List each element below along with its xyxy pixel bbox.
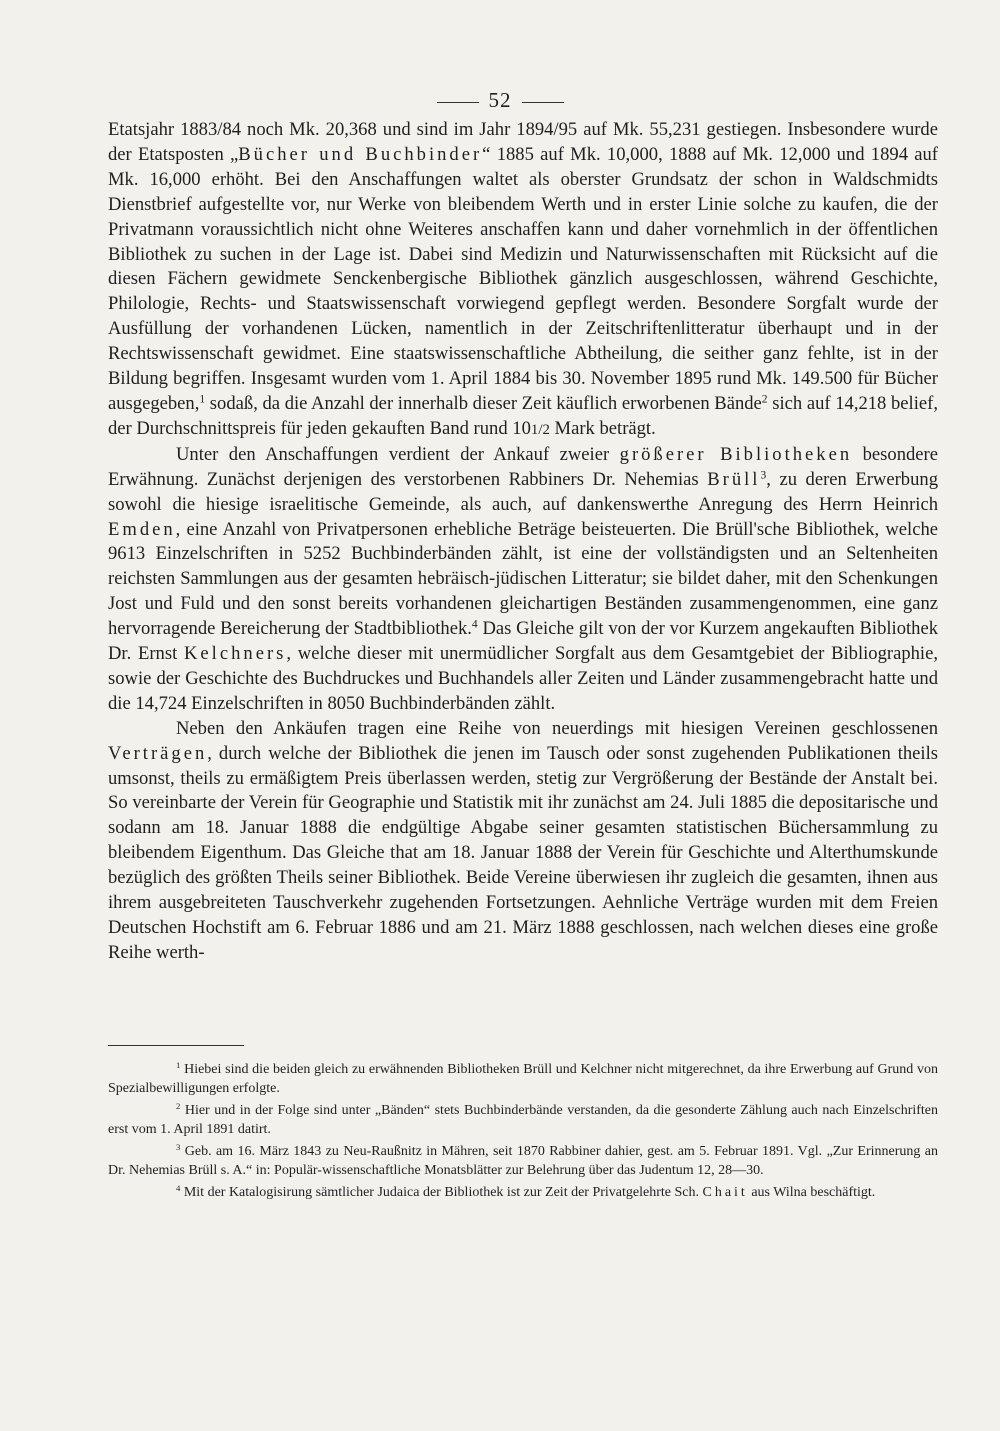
page-number-dash-right: [522, 102, 564, 103]
footnote-1: [108, 1060, 938, 1098]
page-number-text: 52: [488, 88, 512, 112]
spaced-text: Bücher und Buchbinder: [238, 143, 483, 165]
footnote-number: 1: [176, 1060, 181, 1071]
footnote-text: Hier und in der Folge sind unter „Bänden“ stets Buchbinderbände verstanden, da die gesonderte Zählung auch nach Einzelschriften erst vom 1. April 1891 datirt.: [108, 1103, 939, 1137]
spaced-text: Brüll: [707, 468, 761, 490]
footnote-divider: [108, 1045, 244, 1046]
fraction: 1/2: [530, 421, 550, 438]
footnote-2: [108, 1101, 938, 1139]
text-run: , durch welche der Bibliothek die jenen im Tausch oder sonst zugehenden Publikationen theils umsonst, theils zu ermäßigtem Preis überlassen werden, stetig zur Vergrößerung der Bestände der Anstalt bei. So vereinbarte der Verein für Geographie und Statistik mit ihr zunächst am 24. Juli 1885 die depositarische und sodann am 18. Januar 1888 die endgültige Abgabe seiner gesamten statistischen Büchersammlung zu bleibendem Eigenthum. Das Gleiche that am 18. Januar 1888 der Verein für Geschichte und Alterthumskunde bezüglich des größten Theils seiner Bibliothek. Beide Vereine überwiesen ihr zugleich die gesamten, ihnen aus ihrem ausgebreiteten Tauschverkehr zugehenden Fortsetzungen. Aehnliche Verträge wurden mit dem Freien Deutschen Hochstift am 6. Februar 1886 und am 21. März 1888 geschlossen, nach welchen dieses eine große Reihe werth-: [108, 742, 938, 963]
footnote-text: Mit der Katalogisirung sämtlicher Judaica der Bibliothek ist zur Zeit der Privatgelehrte Sch.: [183, 1185, 703, 1200]
paragraph-2: [108, 443, 938, 717]
footnote-3: [108, 1142, 938, 1180]
footnote-ref-1: 1: [199, 393, 206, 406]
footnote-ref-2: 2: [761, 393, 768, 406]
spaced-text: Verträgen: [108, 742, 208, 764]
spaced-text: Chait: [702, 1185, 748, 1200]
text-run: , welche dieser mit unermüdlicher Sorgfalt aus dem Gesamtgebiet der Bibliographie, sowie der Geschichte des Buchdruckes und Buchhandels aller Zeiten und Länder zusammengebracht hatte und die 14,724 Einzelschriften in 8050 Buchbinderbänden zählt.: [108, 643, 938, 714]
footnote-text: aus Wilna beschäftigt.: [747, 1185, 876, 1200]
paragraph-1: [108, 118, 938, 443]
text-run: Mark beträgt.: [549, 417, 656, 439]
spaced-text: Kelchners: [184, 643, 287, 665]
body-text: [108, 118, 938, 966]
text-run: besondere Erwähnung. Zunächst derjenigen des verstorbenen Rabbiners Dr. Nehemias: [108, 443, 938, 490]
footnote-number: 2: [176, 1101, 181, 1112]
footnote-text: Geb. am 16. März 1843 zu Neu-Raußnitz in Mähren, seit 1870 Rabbiner dahier, gest. am 5. Februar 1891. Vgl. „Zur Erinnerung an Dr. Nehemias Brüll s. A.“ in: Populär-wissenschaftliche Monatsblätter zur Belehrung über das Judentum 12, 28—30.: [108, 1144, 938, 1178]
paragraph-3: [108, 717, 938, 966]
text-run: , zu deren Erwerbung sowohl die hiesige israelitische Gemeinde, als auch, auf dankenswerthe Anregung des Herrn Heinrich: [108, 468, 938, 515]
text-run: sodaß, da die Anzahl der innerhalb dieser Zeit käuflich erworbenen Bände: [205, 392, 762, 414]
footnote-text: Hiebei sind die beiden gleich zu erwähnenden Bibliotheken Brüll und Kelchner nicht mitgerechnet, da ihre Erwerbung auf Grund von Spezialbewilligungen erfolgte.: [108, 1062, 939, 1096]
spaced-text: Emden: [108, 518, 176, 540]
text-run: Etatsjahr 1883/84 noch Mk. 20,368 und sind im Jahr 1894/95 auf Mk. 55,231 gestiegen. Insbesondere wurde der Etatsposten „: [108, 119, 938, 165]
footnote-number: 4: [176, 1183, 181, 1194]
footnote-ref-3: 3: [760, 469, 767, 482]
text-run: sich auf 14,218 belief, der Durchschnittspreis für jeden gekauften Band rund 10: [108, 392, 938, 439]
text-run: “ 1885 auf Mk. 10,000, 1888 auf Mk. 12,000 und 1894 auf Mk. 16,000 erhöht. Bei den Anschaffungen waltet als oberster Grundsatz der schon in Waldschmidts Dienstbrief aufgestellte vor, nur Werke von bleibendem Werth und in erster Linie solche zu kaufen, die der Privatmann voraussichtlich nicht ohne Weiteres anschaffen kann und daher vornehmlich in der öffentlichen Bibliothek zu suchen in der Lage ist. Dabei sind Medizin und Naturwissenschaften mit Rücksicht auf die diesen Fächern gewidmete Senckenbergische Bibliothek gänzlich ausgeschlossen, während Geschichte, Philologie, Rechts- und Staatswissenschaft vorwiegend gepflegt werden. Besondere Sorgfalt wurde der Ausfüllung der vorhandenen Lücken, namentlich in der Zeitschriftenlitteratur überhaupt und in der Rechtswissenschaft gewidmet. Eine staatswissenschaftliche Abtheilung, die seither ganz fehlte, ist in der Bildung begriffen. Insgesamt wurden vom 1. April 1884 bis 30. November 1895 rund Mk. 149.500 für Bücher ausgegeben,: [108, 143, 939, 414]
text-run: Unter den Anschaffungen verdient der Ankauf zweier: [176, 443, 620, 465]
text-run: Das Gleiche gilt von der vor Kurzem angekauften Bibliothek Dr. Ernst: [108, 618, 939, 665]
footnote-4: [108, 1183, 938, 1202]
footnote-number: 3: [176, 1142, 181, 1153]
spaced-text: größerer Bibliotheken: [619, 443, 853, 465]
footnote-ref-4: 4: [471, 618, 478, 631]
text-run: , eine Anzahl von Privatpersonen erhebliche Beträge beisteuerten. Die Brüll'sche Bibliothek, welche 9613 Einzelschriften in 5252 Buchbinderbänden zählt, ist eine der vollständigsten und an Seltenheiten reichsten Sammlungen aus der gesamten hebräisch-jüdischen Litteratur; sie bildet daher, mit den Schenkungen Jost und Fuld und den sonst bereits vorhandenen gleichartigen Beständen zusammengenommen, eine ganz hervorragende Bereicherung der Stadtbibliothek.: [108, 518, 938, 640]
page-number-dash-left: [437, 102, 479, 103]
page-number: [0, 88, 1000, 113]
text-run: Neben den Ankäufen tragen eine Reihe von neuerdings mit hiesigen Vereinen geschlossenen: [176, 717, 938, 739]
footnotes: [108, 1060, 938, 1205]
